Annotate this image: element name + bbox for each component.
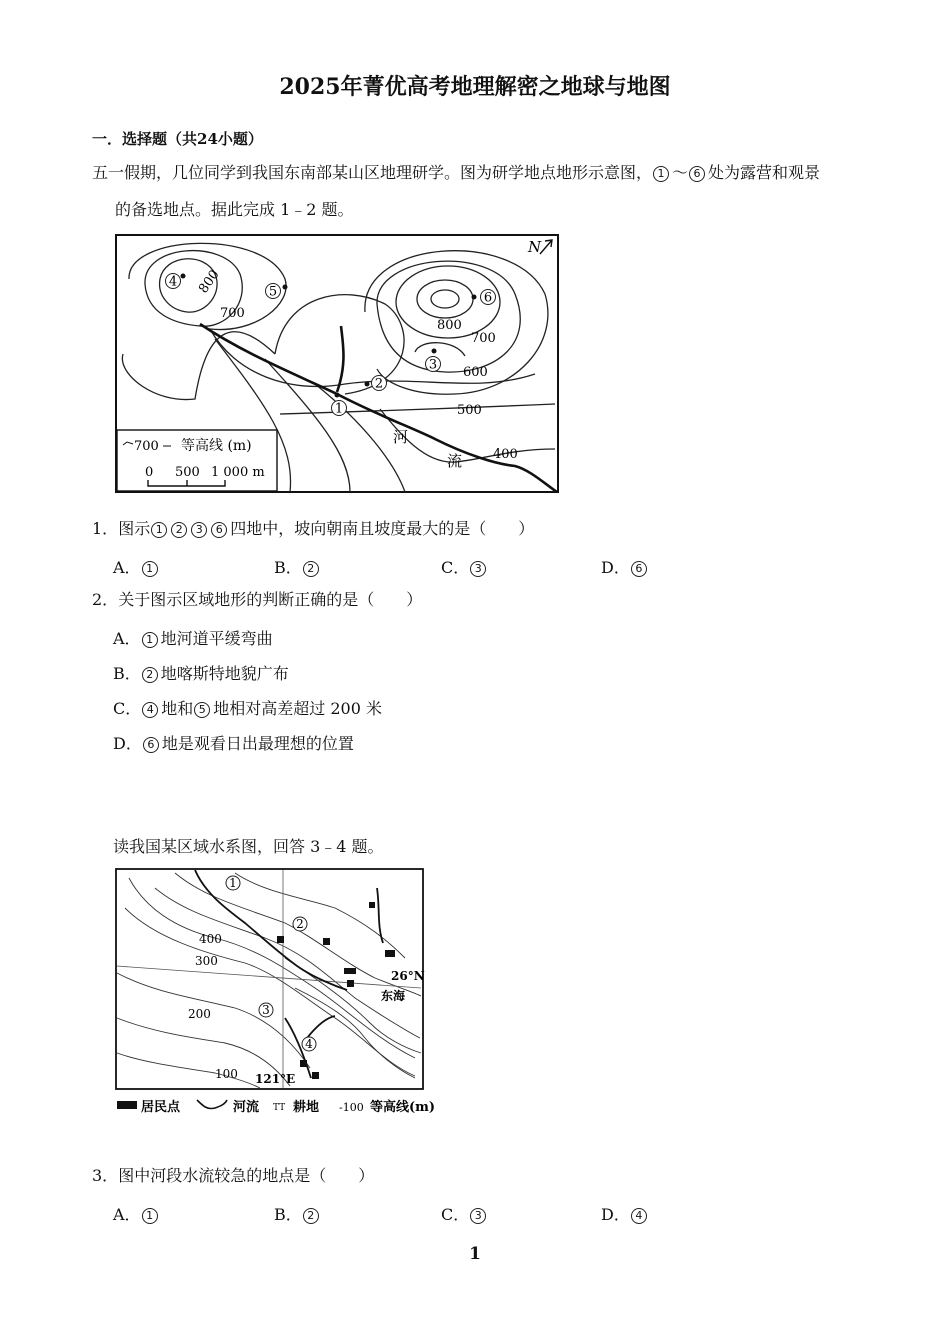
q1-option-b[interactable] <box>274 555 322 578</box>
q2-option-b[interactable] <box>113 661 289 684</box>
question-number: 1． <box>92 519 119 538</box>
settlement-marker <box>277 936 284 943</box>
q1-option-a[interactable] <box>113 555 161 578</box>
q2-option-c[interactable] <box>113 696 382 719</box>
page-number: 1 <box>469 1244 481 1264</box>
north-label: N <box>528 238 542 256</box>
point-dot <box>181 274 186 279</box>
q1-option-c[interactable] <box>441 555 489 578</box>
settlement-marker <box>347 980 354 987</box>
option-circle: 3 <box>470 561 486 577</box>
legend-farmland-icon: TT <box>273 1103 286 1113</box>
option-circle: 4 <box>142 702 158 718</box>
question-2-stem <box>92 590 422 610</box>
option-label: A． <box>113 629 141 648</box>
option-text: 地和 <box>161 699 194 718</box>
contour-label: 400 <box>493 447 518 462</box>
option-text: 地是观看日出最理想的位置 <box>161 734 354 753</box>
point-3-label: 3 <box>428 357 438 373</box>
settlement-marker <box>312 1072 319 1079</box>
q1-text-a: 图示 <box>118 519 151 538</box>
section-heading: 一．选择题（共24小题） <box>92 130 263 148</box>
latitude-label: 26°N <box>391 969 425 983</box>
point-dot <box>472 295 477 300</box>
scale-label-500: 500 <box>175 465 200 480</box>
q2-option-a[interactable] <box>113 626 273 649</box>
contour-label: 800 <box>196 267 223 297</box>
point-dot <box>283 285 288 290</box>
intro-1-text-a: 五一假期，几位同学到我国东南部某山区地理研学。图为研学地点地形示意图， <box>92 163 653 182</box>
page-title: 2025年菁优高考地理解密之地球与地图 <box>279 74 671 100</box>
point-2-label: 2 <box>374 376 384 392</box>
legend-contour-value: 700 <box>134 439 159 454</box>
settlement-marker <box>385 950 395 957</box>
contour-label: 600 <box>463 365 488 380</box>
intro-1-circle-1: 1 <box>653 166 669 182</box>
legend-contour: 等高线(m) <box>370 1100 436 1115</box>
option-circle: 5 <box>194 702 210 718</box>
river-char: 河 <box>393 428 409 446</box>
option-circle: 6 <box>143 737 159 753</box>
option-label: C． <box>441 1205 470 1224</box>
point-4-label: 4 <box>168 274 178 290</box>
settlement-marker <box>344 968 356 974</box>
legend-river-icon <box>197 1100 227 1109</box>
intro-1-tilde: ～ <box>672 163 689 182</box>
contour-label: 700 <box>220 306 245 321</box>
option-circle: 2 <box>142 667 158 683</box>
intro-1-circle-6: 6 <box>689 166 705 182</box>
settlement-marker <box>323 938 330 945</box>
contour-label: 100 <box>215 1067 238 1081</box>
contour-label: 400 <box>199 932 222 946</box>
settlement-marker <box>369 902 375 908</box>
question-number: 3． <box>92 1166 119 1185</box>
q3-option-a[interactable] <box>113 1202 161 1225</box>
point-1-label: 1 <box>229 876 237 890</box>
q1-text-b: 四地中，坡向朝南且坡度最大的是（ ） <box>230 519 535 538</box>
longitude-label: 121°E <box>255 1072 296 1086</box>
contour-map-figure <box>115 234 560 494</box>
option-label: D． <box>601 558 630 577</box>
intro-1-line-1 <box>92 163 820 183</box>
option-label: C． <box>113 699 142 718</box>
legend-settlement-icon <box>117 1101 137 1109</box>
point-2-label: 2 <box>296 917 304 931</box>
q2-text: 关于图示区域地形的判断正确的是（ ） <box>118 590 423 609</box>
question-1-stem <box>92 519 534 539</box>
point-6-label: 6 <box>483 290 493 306</box>
option-circle: 6 <box>631 561 647 577</box>
option-label: A． <box>113 558 141 577</box>
point-5-label: 5 <box>268 284 278 300</box>
q1-option-d[interactable] <box>601 555 650 578</box>
point-3-label: 3 <box>262 1003 270 1017</box>
scale-label-1000: 1 000 m <box>211 465 265 480</box>
contour-label: 300 <box>195 954 218 968</box>
option-label: D． <box>113 734 142 753</box>
contour-label: 200 <box>188 1007 211 1021</box>
option-label: B． <box>274 1205 302 1224</box>
legend-settlement: 居民点 <box>141 1100 181 1115</box>
q3-option-d[interactable] <box>601 1202 650 1225</box>
intro-2: 读我国某区域水系图，回答 3﹣4 题。 <box>113 837 384 856</box>
contour-label: 800 <box>437 318 462 333</box>
q3-option-c[interactable] <box>441 1202 489 1225</box>
intro-1-text-b: 处为露营和观景 <box>708 163 821 182</box>
q1-circle: 3 <box>191 522 207 538</box>
q3-option-b[interactable] <box>274 1202 322 1225</box>
legend-contour-label: 等高线 (m) <box>181 438 252 454</box>
point-dot <box>432 349 437 354</box>
option-text: 地相对高差超过 200 米 <box>213 699 382 718</box>
point-dot <box>365 382 370 387</box>
option-circle: 2 <box>303 561 319 577</box>
legend-contour-icon: -100 <box>339 1101 364 1114</box>
contour-label: 700 <box>471 331 496 346</box>
option-circle: 2 <box>303 1208 319 1224</box>
option-label: D． <box>601 1205 630 1224</box>
contour-label: 500 <box>457 403 482 418</box>
question-number: 2． <box>92 590 119 609</box>
q1-circle: 2 <box>171 522 187 538</box>
sea-label: 东海 <box>381 989 406 1003</box>
option-circle: 1 <box>142 632 158 648</box>
option-label: B． <box>113 664 141 683</box>
option-circle: 1 <box>142 561 158 577</box>
q1-circle: 1 <box>151 522 167 538</box>
legend-river: 河流 <box>233 1100 260 1115</box>
option-circle: 4 <box>631 1208 647 1224</box>
water-system-map-figure <box>115 868 445 1118</box>
option-label: B． <box>274 558 302 577</box>
point-dot <box>335 393 340 398</box>
option-circle: 1 <box>142 1208 158 1224</box>
option-text: 地喀斯特地貌广布 <box>160 664 289 683</box>
q2-option-d[interactable] <box>113 731 354 754</box>
legend-farmland: 耕地 <box>293 1100 320 1115</box>
question-3-stem <box>92 1166 374 1186</box>
intro-1-line-2: 的备选地点。据此完成 1﹣2 题。 <box>115 200 354 219</box>
option-text: 地河道平缓弯曲 <box>160 629 273 648</box>
point-1-label: 1 <box>334 401 344 417</box>
river-char: 流 <box>447 452 463 470</box>
option-label: C． <box>441 558 470 577</box>
option-circle: 3 <box>470 1208 486 1224</box>
q3-text: 图中河段水流较急的地点是（ ） <box>118 1166 375 1185</box>
point-4-label: 4 <box>305 1037 313 1051</box>
q1-circle: 6 <box>211 522 227 538</box>
scale-label-0: 0 <box>145 465 154 480</box>
option-label: A． <box>113 1205 141 1224</box>
settlement-marker <box>300 1060 307 1067</box>
